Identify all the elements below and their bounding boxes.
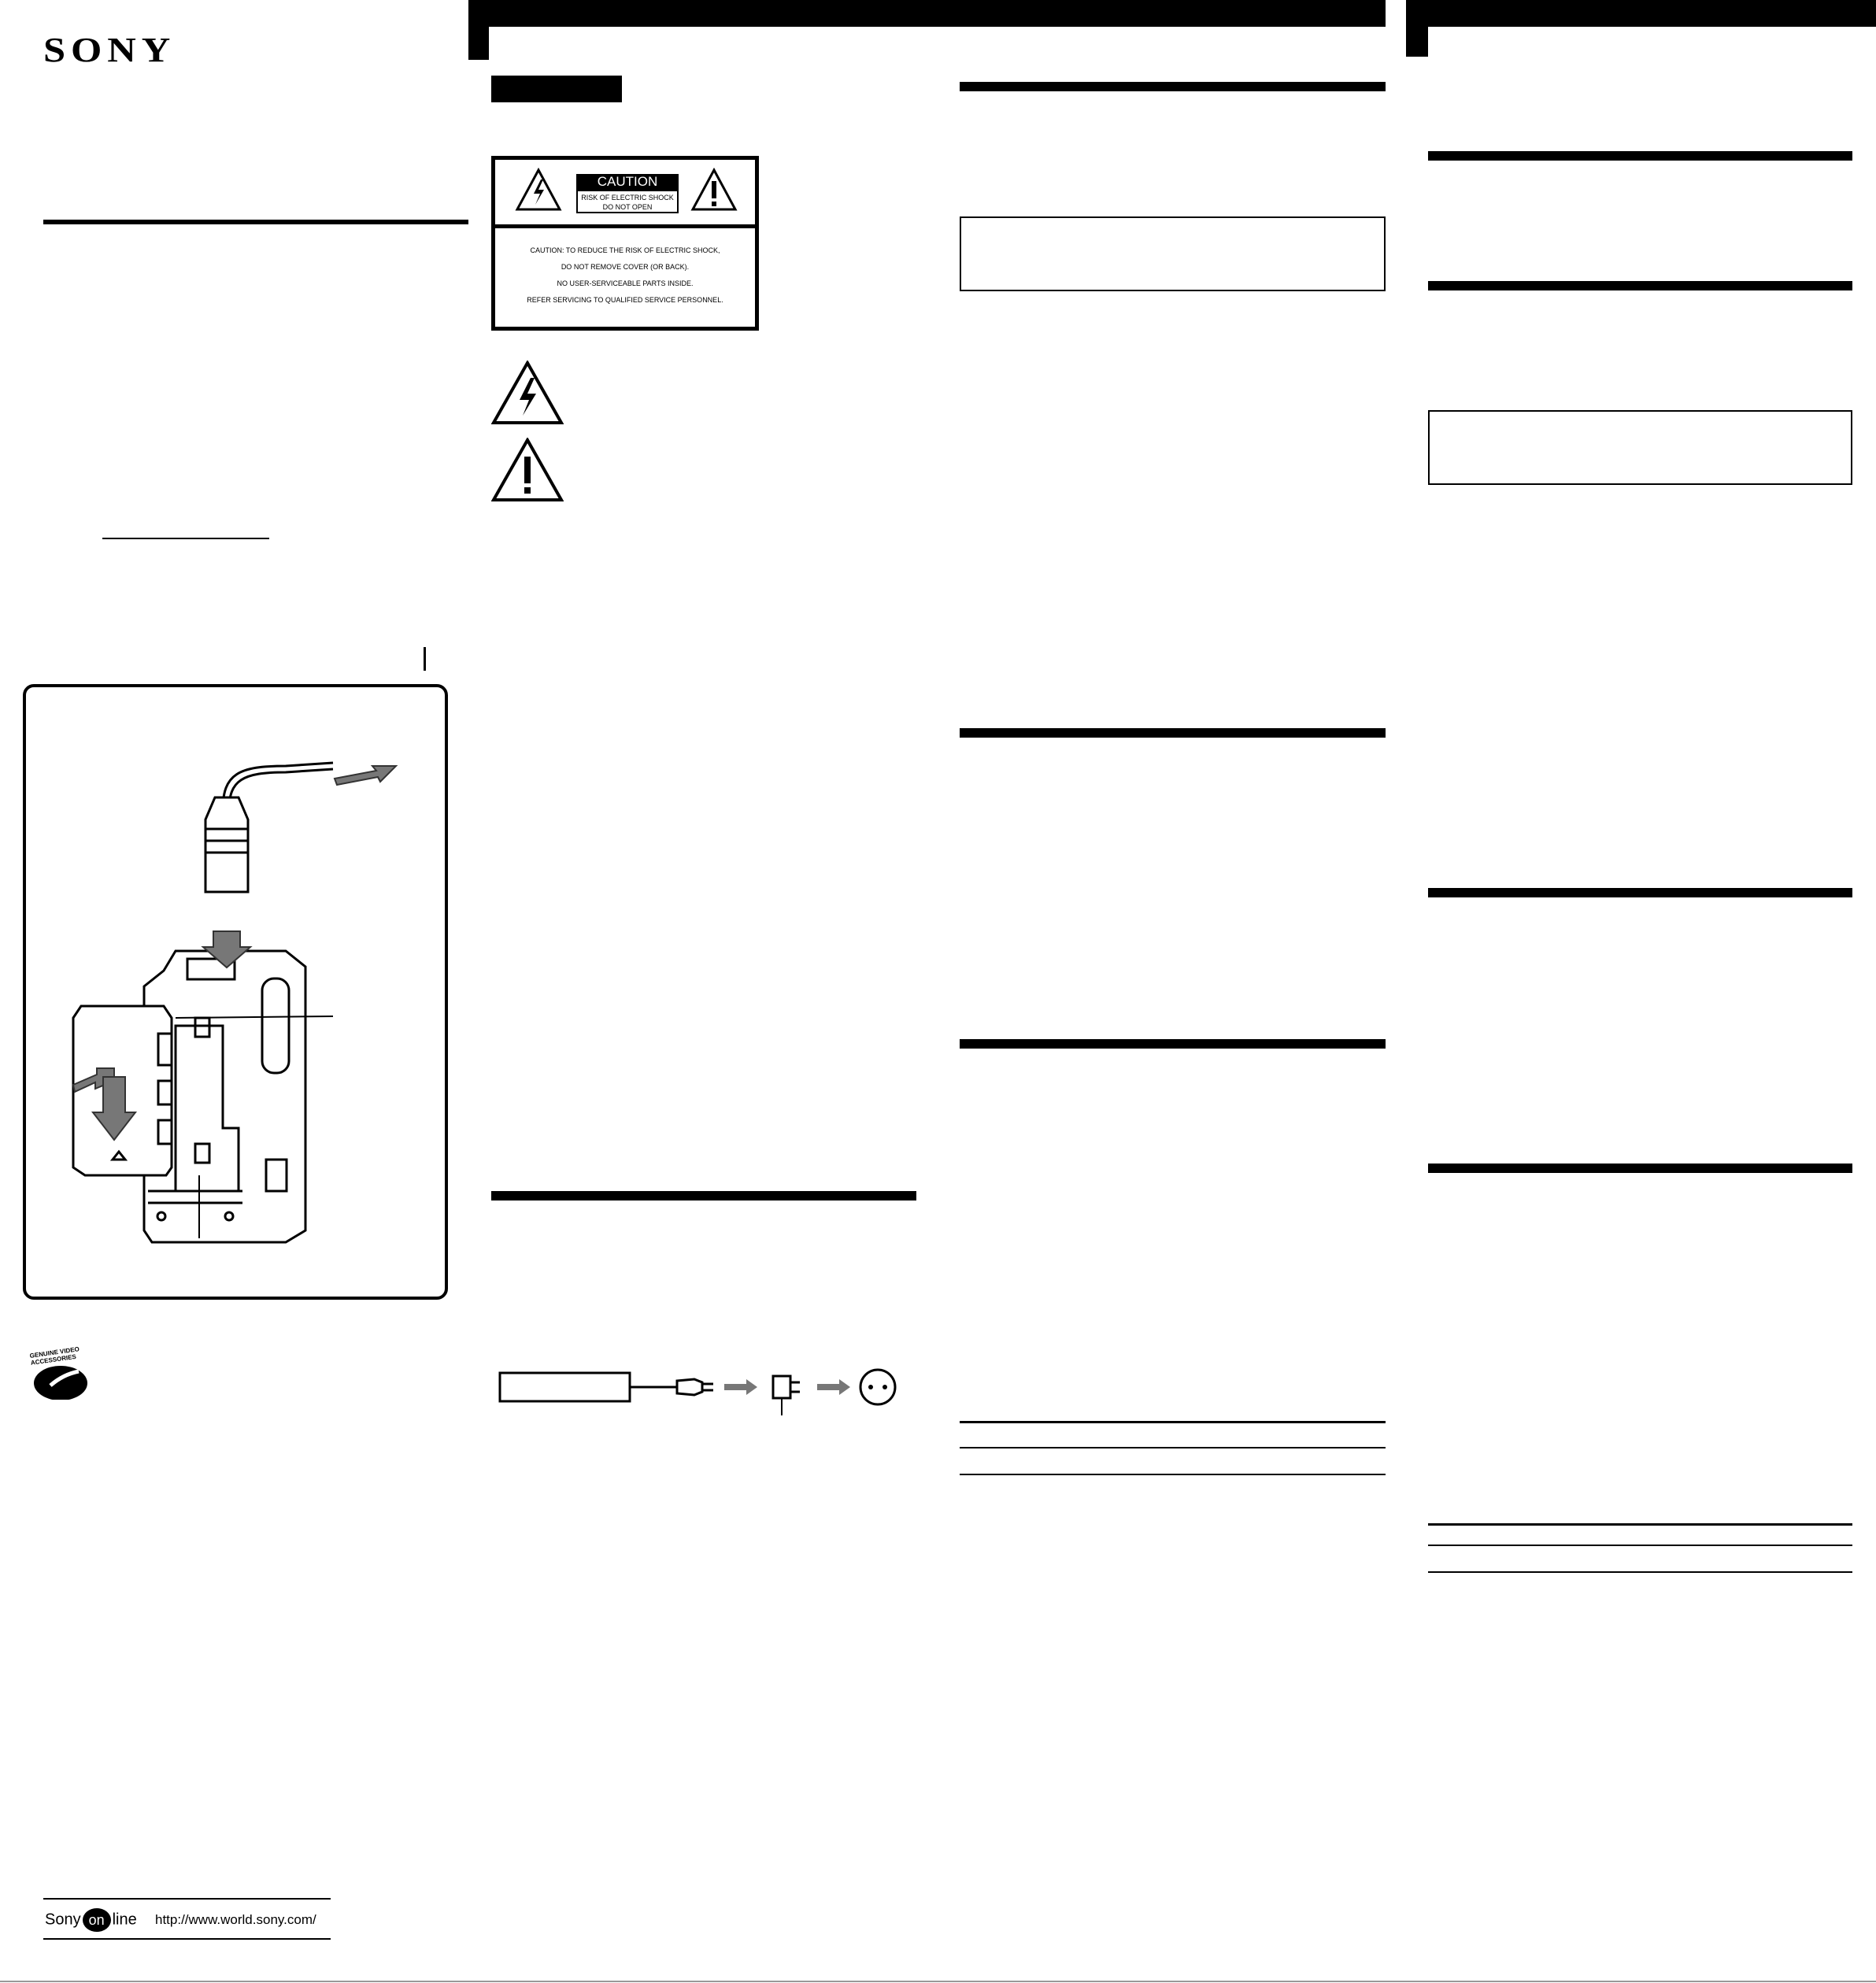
table-row-rule	[1428, 1545, 1852, 1546]
section-label	[491, 76, 622, 102]
caution-body-line: NO USER-SERVICEABLE PARTS INSIDE.	[557, 279, 694, 287]
right-header-bar	[1406, 0, 1876, 27]
exclamation-warning-icon	[690, 168, 738, 212]
section-rule	[960, 1039, 1386, 1049]
genuine-accessories-badge	[24, 1345, 98, 1400]
sony-online-on: on	[83, 1908, 111, 1932]
notice-box	[1428, 410, 1852, 485]
right-header-tab	[1406, 27, 1428, 57]
plug-adaptor-diagram	[496, 1362, 905, 1441]
caution-label-top	[495, 160, 755, 228]
caution-body-line: DO NOT REMOVE COVER (OR BACK).	[561, 263, 690, 271]
section-rule	[1428, 151, 1852, 161]
sony-online-logo	[45, 1908, 137, 1932]
charger-drawing	[26, 687, 445, 1297]
section-rule	[960, 728, 1386, 738]
caution-label	[491, 156, 759, 331]
title-rule	[43, 220, 468, 224]
sony-online-line: line	[112, 1911, 137, 1929]
badge-text: GENUINE VIDEO ACCESSORIES	[29, 1345, 80, 1367]
footer-top-rule	[43, 1898, 331, 1900]
middle-header-bar	[468, 0, 1386, 27]
footer-bottom-rule	[43, 1938, 331, 1940]
lightning-warning-icon	[515, 168, 562, 212]
table-row-rule	[1428, 1571, 1852, 1573]
middle-header-tab	[468, 27, 489, 60]
website-url[interactable]: http://www.world.sony.com/	[155, 1912, 316, 1927]
exclamation-warning-icon	[491, 438, 564, 502]
caution-body-line: REFER SERVICING TO QUALIFIED SERVICE PERSONNEL.	[527, 296, 723, 304]
section-rule	[960, 82, 1386, 91]
caution-warning	[576, 190, 679, 213]
section-rule	[1428, 1164, 1852, 1173]
underline-rule	[102, 538, 269, 539]
caution-warning-line2: DO NOT OPEN	[602, 203, 653, 211]
section-rule	[1428, 281, 1852, 290]
caution-warning-line1: RISK OF ELECTRIC SHOCK	[581, 194, 674, 202]
section-rule	[491, 1191, 916, 1201]
table-top-rule	[1428, 1523, 1852, 1526]
charger-illustration	[23, 684, 448, 1300]
caution-title: CAUTION	[576, 174, 679, 190]
illustration-marker	[424, 647, 426, 671]
sony-online-sony: Sony	[45, 1911, 81, 1929]
notice-box	[960, 216, 1386, 291]
table-row-rule	[960, 1474, 1386, 1475]
sony-logo: SONY	[43, 31, 176, 69]
table-top-rule	[960, 1421, 1386, 1423]
table-row-rule	[960, 1447, 1386, 1448]
caution-body-line: CAUTION: TO REDUCE THE RISK OF ELECTRIC SHOCK,	[530, 246, 720, 254]
section-rule	[1428, 888, 1852, 897]
page-bottom-edge	[0, 1981, 1876, 1982]
lightning-warning-icon	[491, 361, 564, 425]
